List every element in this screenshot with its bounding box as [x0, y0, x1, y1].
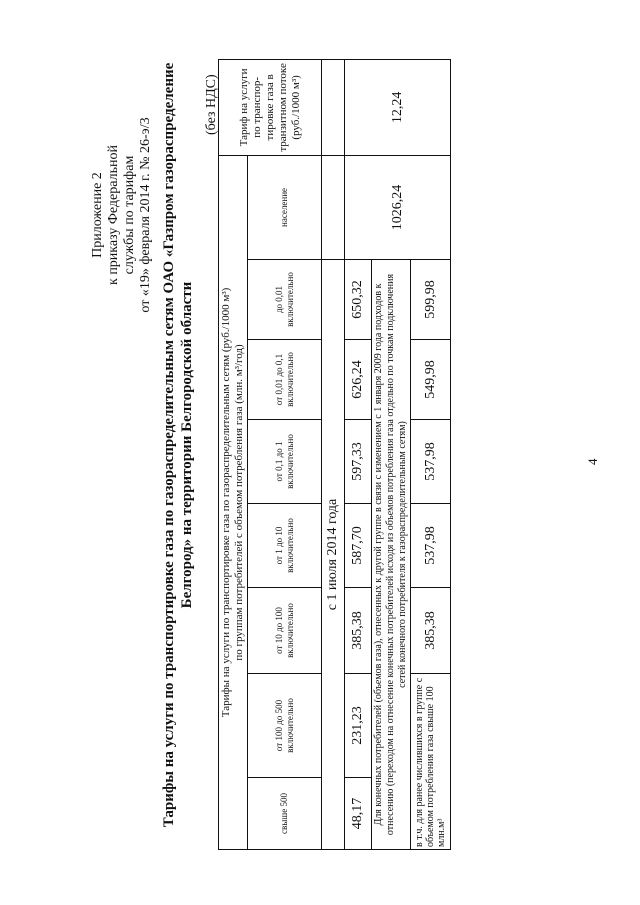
value-r1-c7: 650,32: [345, 260, 372, 340]
appendix-block: [90, 65, 154, 365]
col-header-0.01-0.1: от 0,01 до 0,1 включительно: [248, 340, 322, 420]
title-line-2: Белгород» на территории Белгородской области: [179, 281, 195, 609]
group-header-line-1: Тарифы на услуги по транспортировке газа по газораспределительным сетям (руб./1000 м³): [220, 287, 232, 718]
page-number: 4: [585, 458, 600, 465]
value-r1-c5: 597,33: [345, 420, 372, 504]
reclassification-note: Для конечных потребителей (объемов газа), отнесенных к другой группе в связи с изменением с 1 января 2009 года подходов к отнесению (переходом на отнесение конечных потребителей исходя из объемов потребления газа отдельно по точкам подключения сетей конечного потребителя к газораспределительным сетям): [372, 260, 411, 850]
col-header-10-100: от 10 до 100 включительно: [248, 588, 322, 674]
col-header-1-10: от 1 до 10 включительно: [248, 504, 322, 588]
value-r1-c4: 587,70: [345, 504, 372, 588]
value-r1-c1: 48,17: [345, 778, 372, 850]
col-header-0.1-1: от 0,1 до 1 включительно: [248, 420, 322, 504]
period-row: с 1 июля 2014 года: [322, 260, 345, 850]
col-header-to-0.01: до 0,01 включительно: [248, 260, 322, 340]
vat-note: (без НДС): [204, 74, 219, 135]
value-r1-c2: 231,23: [345, 674, 372, 778]
value-r1-c6: 626,24: [345, 340, 372, 420]
col-header-population: население: [248, 155, 322, 259]
group-header-line-2: по группам потребителей с объемом потребления газа (млн. м³/год): [233, 344, 245, 661]
appendix-line-4: от «19» февраля 2014 г. № 26-э/3: [138, 117, 153, 313]
transit-value: 12,24: [345, 59, 451, 155]
value-r2-c5: 537,98: [411, 420, 451, 504]
value-r1-c3: 385,38: [345, 588, 372, 674]
population-period-cell: [322, 155, 345, 259]
title-line-1: Тарифы на услуги по транспортировке газа по газораспределительным сетям ОАО «Газпром газораспределение: [161, 62, 177, 828]
value-r2-c3: 385,38: [411, 588, 451, 674]
value-r2-c4: 537,98: [411, 504, 451, 588]
transit-period-cell: [322, 59, 345, 155]
col-header-over-500: свыше 500: [248, 778, 322, 850]
document-title: [160, 45, 196, 845]
value-r2-c7: 599,98: [411, 260, 451, 340]
value-r2-c6: 549,98: [411, 340, 451, 420]
population-value: 1026,24: [345, 155, 451, 259]
appendix-line-2: к приказу Федеральной: [106, 145, 121, 285]
transit-header: Тариф на услуги по транспор-тировке газа в транзитном потоке (руб./1000 м³): [219, 59, 322, 155]
group-header: [219, 155, 248, 849]
col-header-100-500: от 100 до 500 включительно: [248, 674, 322, 778]
subgroup-label: в т.ч. для ранее числившихся в группе с объемом потребления газа свыше 100 млн.м³: [411, 674, 451, 850]
appendix-line-3: службы по тарифам: [122, 155, 137, 275]
appendix-line-1: Приложение 2: [90, 172, 105, 258]
tariff-table: [218, 59, 451, 850]
